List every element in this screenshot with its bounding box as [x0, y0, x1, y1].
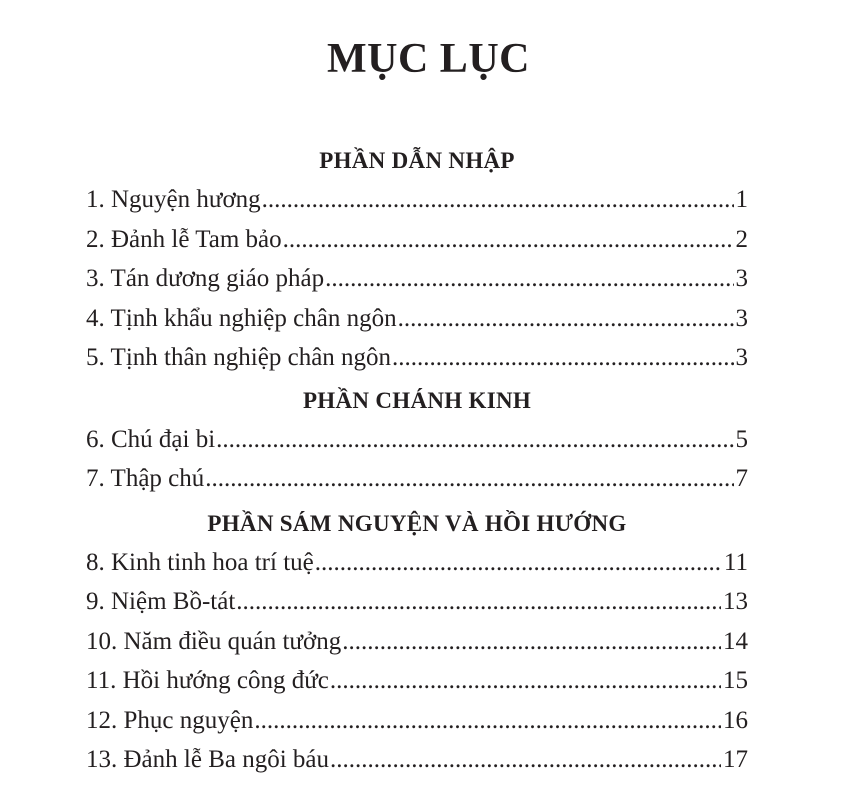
toc-entry-page: 3: [735, 344, 748, 371]
toc-entry: [86, 338, 748, 378]
toc-entry: [86, 459, 748, 499]
toc-entry-label: 7. Thập chú: [86, 465, 205, 492]
toc-entry: [86, 701, 748, 741]
dot-leader: [392, 338, 733, 378]
toc-entry: [86, 543, 748, 583]
toc-entry-page: 13: [723, 588, 748, 615]
dot-leader: [325, 259, 733, 299]
toc-entry-page: 3: [735, 265, 748, 292]
toc-entry: [86, 220, 748, 260]
toc-entry-label: 12. Phục nguyện: [86, 706, 254, 734]
toc-entry-page: 2: [735, 225, 748, 253]
toc-entry-page: 16: [723, 706, 748, 734]
dot-leader: [315, 543, 722, 583]
page-title: MỤC LỤC: [327, 36, 530, 82]
dot-leader: [254, 701, 721, 741]
toc-entry: [86, 622, 748, 662]
toc-entry-page: 17: [723, 746, 748, 773]
toc-entry-label: 10. Năm điều quán tưởng: [86, 627, 342, 655]
toc-entry: [86, 420, 748, 460]
toc-entry-page: 3: [735, 304, 748, 332]
toc-entry-page: 11: [723, 548, 748, 576]
toc-entry-page: 7: [735, 465, 748, 492]
toc-entry-page: 14: [723, 627, 748, 655]
toc-entry-label: 13. Đảnh lễ Ba ngôi báu: [86, 746, 330, 773]
toc-entry-page: 15: [723, 667, 748, 694]
table-of-contents: [86, 142, 748, 780]
dot-leader: [342, 622, 721, 662]
toc-entry-page: 1: [735, 186, 748, 213]
dot-leader: [283, 220, 734, 260]
dot-leader: [330, 661, 721, 701]
toc-entry-label: 5. Tịnh thân nghiệp chân ngôn: [86, 344, 392, 371]
dot-leader: [205, 459, 733, 499]
toc-entry-label: 4. Tịnh khẩu nghiệp chân ngôn: [86, 304, 397, 332]
dot-leader: [236, 582, 721, 622]
toc-entry: [86, 259, 748, 299]
dot-leader: [330, 740, 721, 780]
toc-entry-label: 9. Niệm Bồ-tát: [86, 588, 236, 615]
toc-entry-page: 5: [735, 425, 748, 453]
toc-entry-label: 3. Tán dương giáo pháp: [86, 265, 325, 292]
section-heading-repentance-dedication: PHẦN SÁM NGUYỆN VÀ HỒI HƯỚNG: [207, 510, 627, 536]
toc-entry: [86, 299, 748, 339]
section-heading-main-sutra: PHẦN CHÁNH KINH: [302, 387, 532, 413]
toc-entry-label: 8. Kinh tinh hoa trí tuệ: [86, 548, 314, 576]
toc-entry-label: 2. Đảnh lễ Tam bảo: [86, 225, 282, 253]
toc-entry: [86, 661, 748, 701]
toc-entry: [86, 180, 748, 220]
section-heading-introduction: PHẦN DẪN NHẬP: [319, 148, 515, 173]
toc-entry-label: 11. Hồi hướng công đức: [86, 667, 329, 694]
toc-entry: [86, 582, 748, 622]
toc-entry: [86, 740, 748, 780]
dot-leader: [398, 299, 734, 339]
toc-entry-label: 6. Chú đại bi: [86, 425, 216, 453]
dot-leader: [216, 420, 733, 460]
toc-entry-label: 1. Nguyện hương: [86, 186, 261, 213]
dot-leader: [262, 180, 734, 220]
